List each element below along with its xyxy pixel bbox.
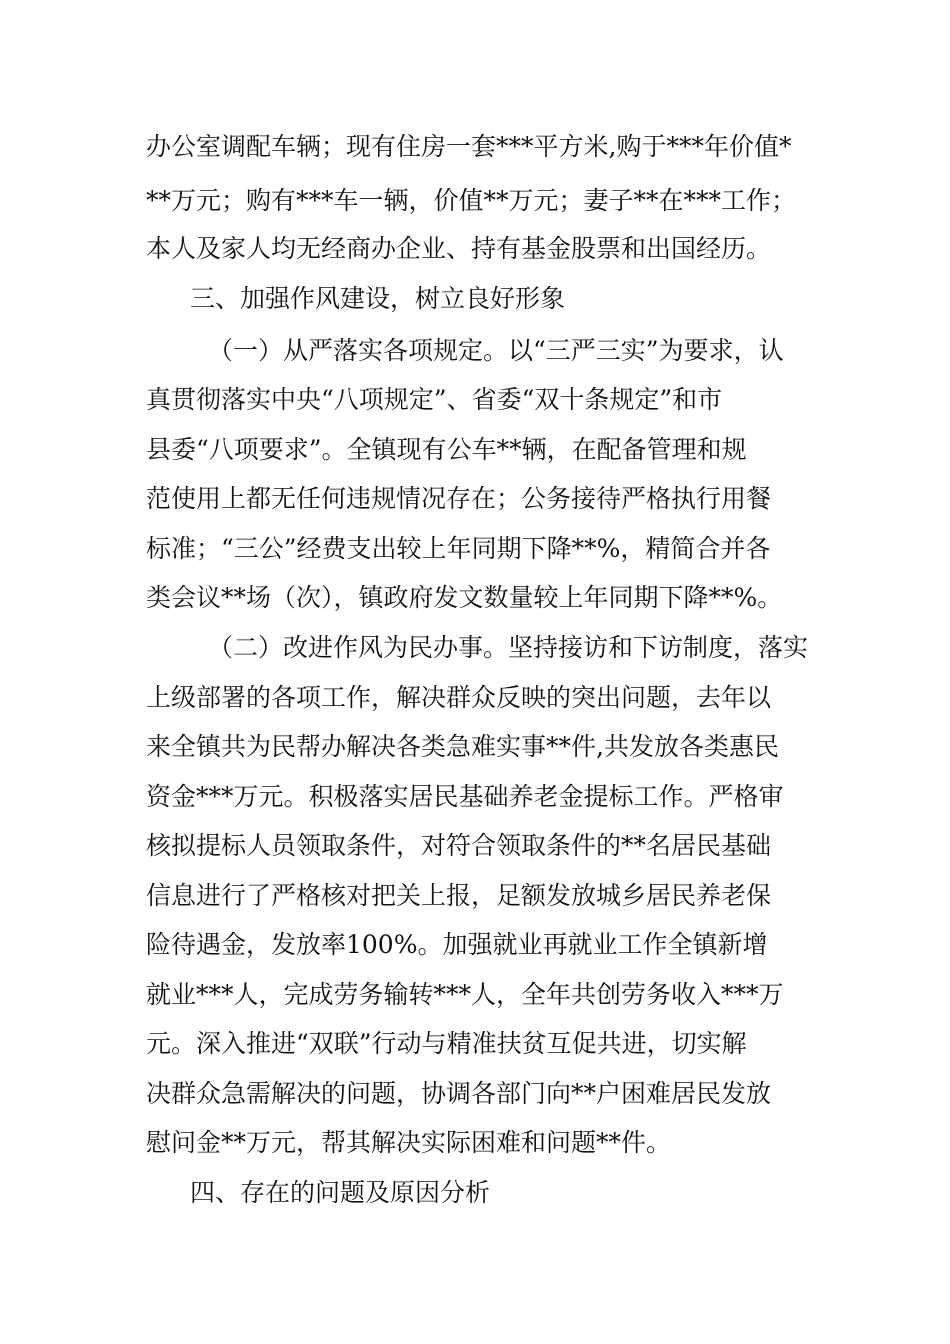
text-line: （一）从严落实各项规定。以“三严三实”为要求，认 bbox=[208, 336, 784, 365]
text-line: 信息进行了严格核对把关上报，足额发放城乡居民养老保 bbox=[146, 881, 772, 910]
text-line: 真贯彻落实中央“八项规定”、省委“双十条规定”和市 bbox=[146, 385, 723, 414]
text-line: 险待遇金，发放率100%。加强就业再就业工作全镇新增 bbox=[146, 930, 768, 959]
text-line: 核拟提标人员领取条件，对符合领取条件的**名居民基础 bbox=[146, 831, 772, 860]
text-line: 县委“八项要求”。全镇现有公车**辆，在配备管理和规 bbox=[146, 435, 747, 464]
text-line: 范使用上都无任何违规情况存在；公务接待严格执行用餐 bbox=[146, 484, 772, 513]
text-line: 办公室调配车辆；现有住房一套***平方米,购于***年价值* bbox=[146, 132, 792, 161]
text-line: 慰问金**万元，帮其解决实际困难和问题**件。 bbox=[146, 1128, 672, 1157]
text-line: 上级部署的各项工作，解决群众反映的突出问题，去年以 bbox=[146, 683, 772, 712]
text-line: 资金***万元。积极落实居民基础养老金提标工作。严格审 bbox=[146, 782, 784, 811]
text-line: 类会议**场（次），镇政府发文数量较上年同期下降**%。 bbox=[146, 583, 783, 612]
text-line: 本人及家人均无经商办企业、持有基金股票和出国经历。 bbox=[146, 234, 772, 263]
text-line: 元。深入推进“双联”行动与精准扶贫互促共进，切实解 bbox=[146, 1029, 747, 1058]
section-heading: 三、加强作风建设，树立良好形象 bbox=[190, 284, 566, 313]
text-line: （二）改进作风为民办事。坚持接访和下访制度，落实 bbox=[208, 633, 809, 662]
text-line: 就业***人，完成劳务输转***人，全年共创劳务收入***万 bbox=[146, 980, 784, 1009]
text-line: 来全镇共为民帮办解决各类急难实事**件,共发放各类惠民 bbox=[146, 732, 779, 761]
text-line: 决群众急需解决的问题，协调各部门向**户困难居民发放 bbox=[146, 1079, 772, 1108]
text-line: **万元；购有***车一辆，价值**万元；妻子**在***工作； bbox=[146, 186, 797, 215]
text-line: 标准；“三公”经费支出较上年同期下降**%，精简合并各 bbox=[146, 534, 771, 563]
section-heading: 四、存在的问题及原因分析 bbox=[190, 1178, 491, 1207]
